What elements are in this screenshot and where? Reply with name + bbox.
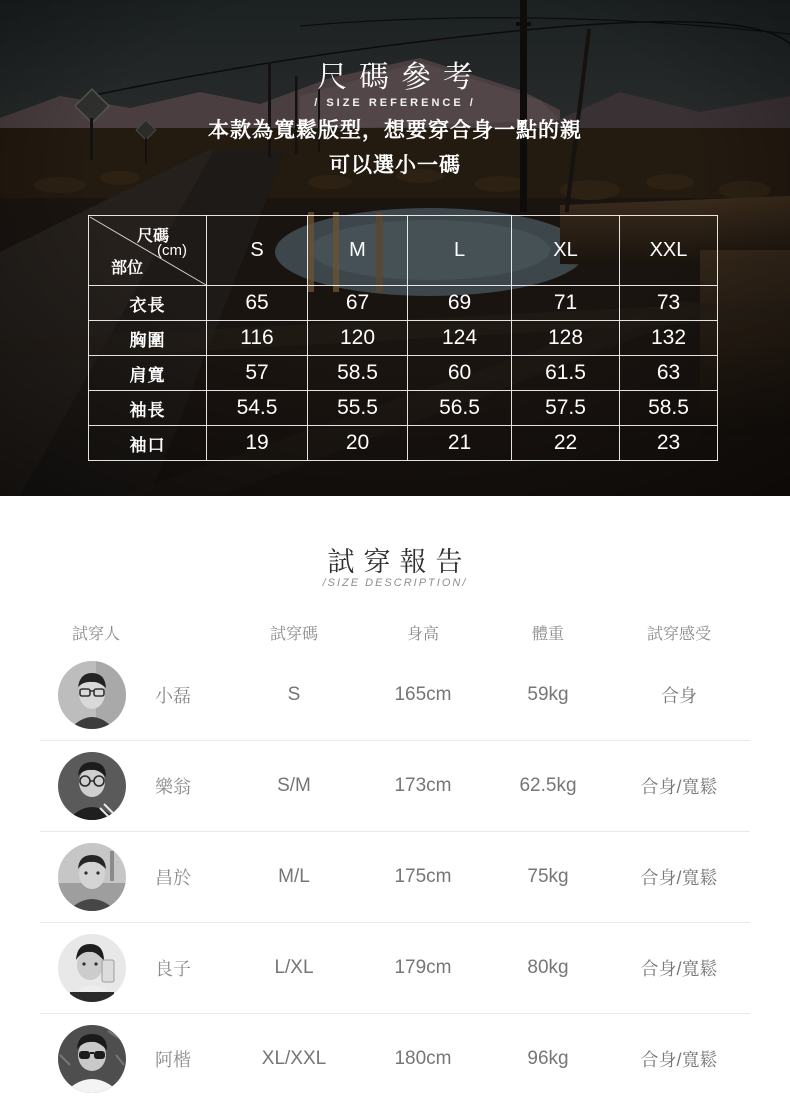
tester-size: S/M	[277, 775, 311, 796]
column-header-feel: 試穿感受	[646, 625, 711, 643]
cell-value: 60	[408, 356, 512, 391]
cell-value: 20	[308, 426, 408, 461]
column-header-size: 試穿碼	[269, 625, 318, 643]
corner-part-label: 部位	[111, 260, 144, 277]
row-label: 胸圍	[89, 321, 207, 356]
cell-value: 55.5	[308, 391, 408, 426]
tester-size: L/XL	[274, 957, 314, 978]
table-row-shoulder	[89, 356, 718, 391]
table-row-garment-length	[89, 286, 718, 321]
tester-size: M/L	[278, 866, 310, 887]
tester-size: XL/XXL	[261, 1048, 327, 1069]
avatar-man-glasses	[58, 661, 126, 729]
size-reference-section	[0, 0, 790, 496]
size-column-m: M	[308, 216, 408, 286]
cell-value: 57	[207, 356, 308, 391]
size-chart-header-row	[89, 216, 718, 286]
corner-size-label: 尺碼	[137, 228, 170, 245]
cell-value: 58.5	[308, 356, 408, 391]
size-column-xxl: XXL	[620, 216, 718, 286]
cell-value: 57.5	[512, 391, 620, 426]
fit-row-1	[40, 650, 750, 741]
cell-value: 23	[620, 426, 718, 461]
fit-report-title: 試穿報告	[327, 547, 472, 577]
tester-weight: 80kg	[527, 957, 569, 978]
column-header-weight: 體重	[531, 625, 564, 643]
fit-note-line1: 本款為寬鬆版型，想要穿合身一點的親	[208, 119, 582, 142]
cell-value: 54.5	[207, 391, 308, 426]
tester-feel: 合身/寬鬆	[640, 868, 718, 888]
fit-row-2	[40, 741, 750, 832]
cell-value: 128	[512, 321, 620, 356]
row-label: 袖口	[89, 426, 207, 461]
row-label: 袖長	[89, 391, 207, 426]
tester-feel: 合身/寬鬆	[640, 777, 718, 797]
fit-row-3	[40, 832, 750, 923]
cell-value: 65	[207, 286, 308, 321]
avatar-man-sunglasses	[58, 1025, 126, 1093]
avatar-man-round-glasses	[58, 752, 126, 820]
size-chart-corner-cell	[89, 216, 207, 286]
corner-unit-label: (cm)	[157, 242, 187, 259]
avatar-man-outdoor	[58, 843, 126, 911]
cell-value: 58.5	[620, 391, 718, 426]
tester-name: 昌於	[155, 868, 191, 888]
size-chart-table	[88, 215, 718, 461]
tester-name: 樂翁	[155, 777, 191, 797]
tester-weight: 62.5kg	[519, 775, 577, 796]
fit-row-4	[40, 923, 750, 1014]
tester-weight: 96kg	[527, 1048, 569, 1069]
fit-note-line2: 可以選小一碼	[329, 154, 461, 177]
cell-value: 21	[408, 426, 512, 461]
size-reference-title: 尺碼參考	[317, 61, 485, 94]
cell-value: 69	[408, 286, 512, 321]
fit-report-subtitle: /SIZE DESCRIPTION/	[322, 577, 468, 589]
size-column-l: L	[408, 216, 512, 286]
cell-value: 116	[207, 321, 308, 356]
cell-value: 61.5	[512, 356, 620, 391]
cell-value: 22	[512, 426, 620, 461]
cell-value: 73	[620, 286, 718, 321]
tester-height: 180cm	[394, 1048, 452, 1069]
tester-name: 小磊	[155, 686, 191, 706]
tester-name: 阿楷	[155, 1050, 191, 1070]
tester-height: 175cm	[394, 866, 452, 887]
tester-feel: 合身/寬鬆	[640, 1050, 718, 1070]
fit-report-header-row	[40, 616, 750, 648]
tester-weight: 59kg	[527, 684, 569, 705]
cell-value: 124	[408, 321, 512, 356]
table-row-chest	[89, 321, 718, 356]
cell-value: 63	[620, 356, 718, 391]
cell-value: 132	[620, 321, 718, 356]
tester-name: 良子	[155, 959, 191, 979]
tester-height: 173cm	[394, 775, 452, 796]
tester-height: 179cm	[394, 957, 452, 978]
size-reference-subtitle: / SIZE REFERENCE /	[314, 97, 476, 109]
tester-feel: 合身	[661, 686, 697, 706]
table-row-sleeve-length	[89, 391, 718, 426]
column-header-height: 身高	[406, 625, 439, 643]
cell-value: 56.5	[408, 391, 512, 426]
tester-size: S	[287, 684, 301, 705]
row-label: 衣長	[89, 286, 207, 321]
avatar-man-selfie-phone	[58, 934, 126, 1002]
fit-row-5	[40, 1014, 750, 1104]
cell-value: 71	[512, 286, 620, 321]
tester-height: 165cm	[394, 684, 452, 705]
cell-value: 19	[207, 426, 308, 461]
column-header-tester: 試穿人	[72, 625, 121, 643]
cell-value: 67	[308, 286, 408, 321]
size-column-s: S	[207, 216, 308, 286]
cell-value: 120	[308, 321, 408, 356]
tester-weight: 75kg	[527, 866, 569, 887]
table-row-cuff	[89, 426, 718, 461]
row-label: 肩寬	[89, 356, 207, 391]
tester-feel: 合身/寬鬆	[640, 959, 718, 979]
fit-report-rows	[40, 650, 750, 1104]
size-column-xl: XL	[512, 216, 620, 286]
